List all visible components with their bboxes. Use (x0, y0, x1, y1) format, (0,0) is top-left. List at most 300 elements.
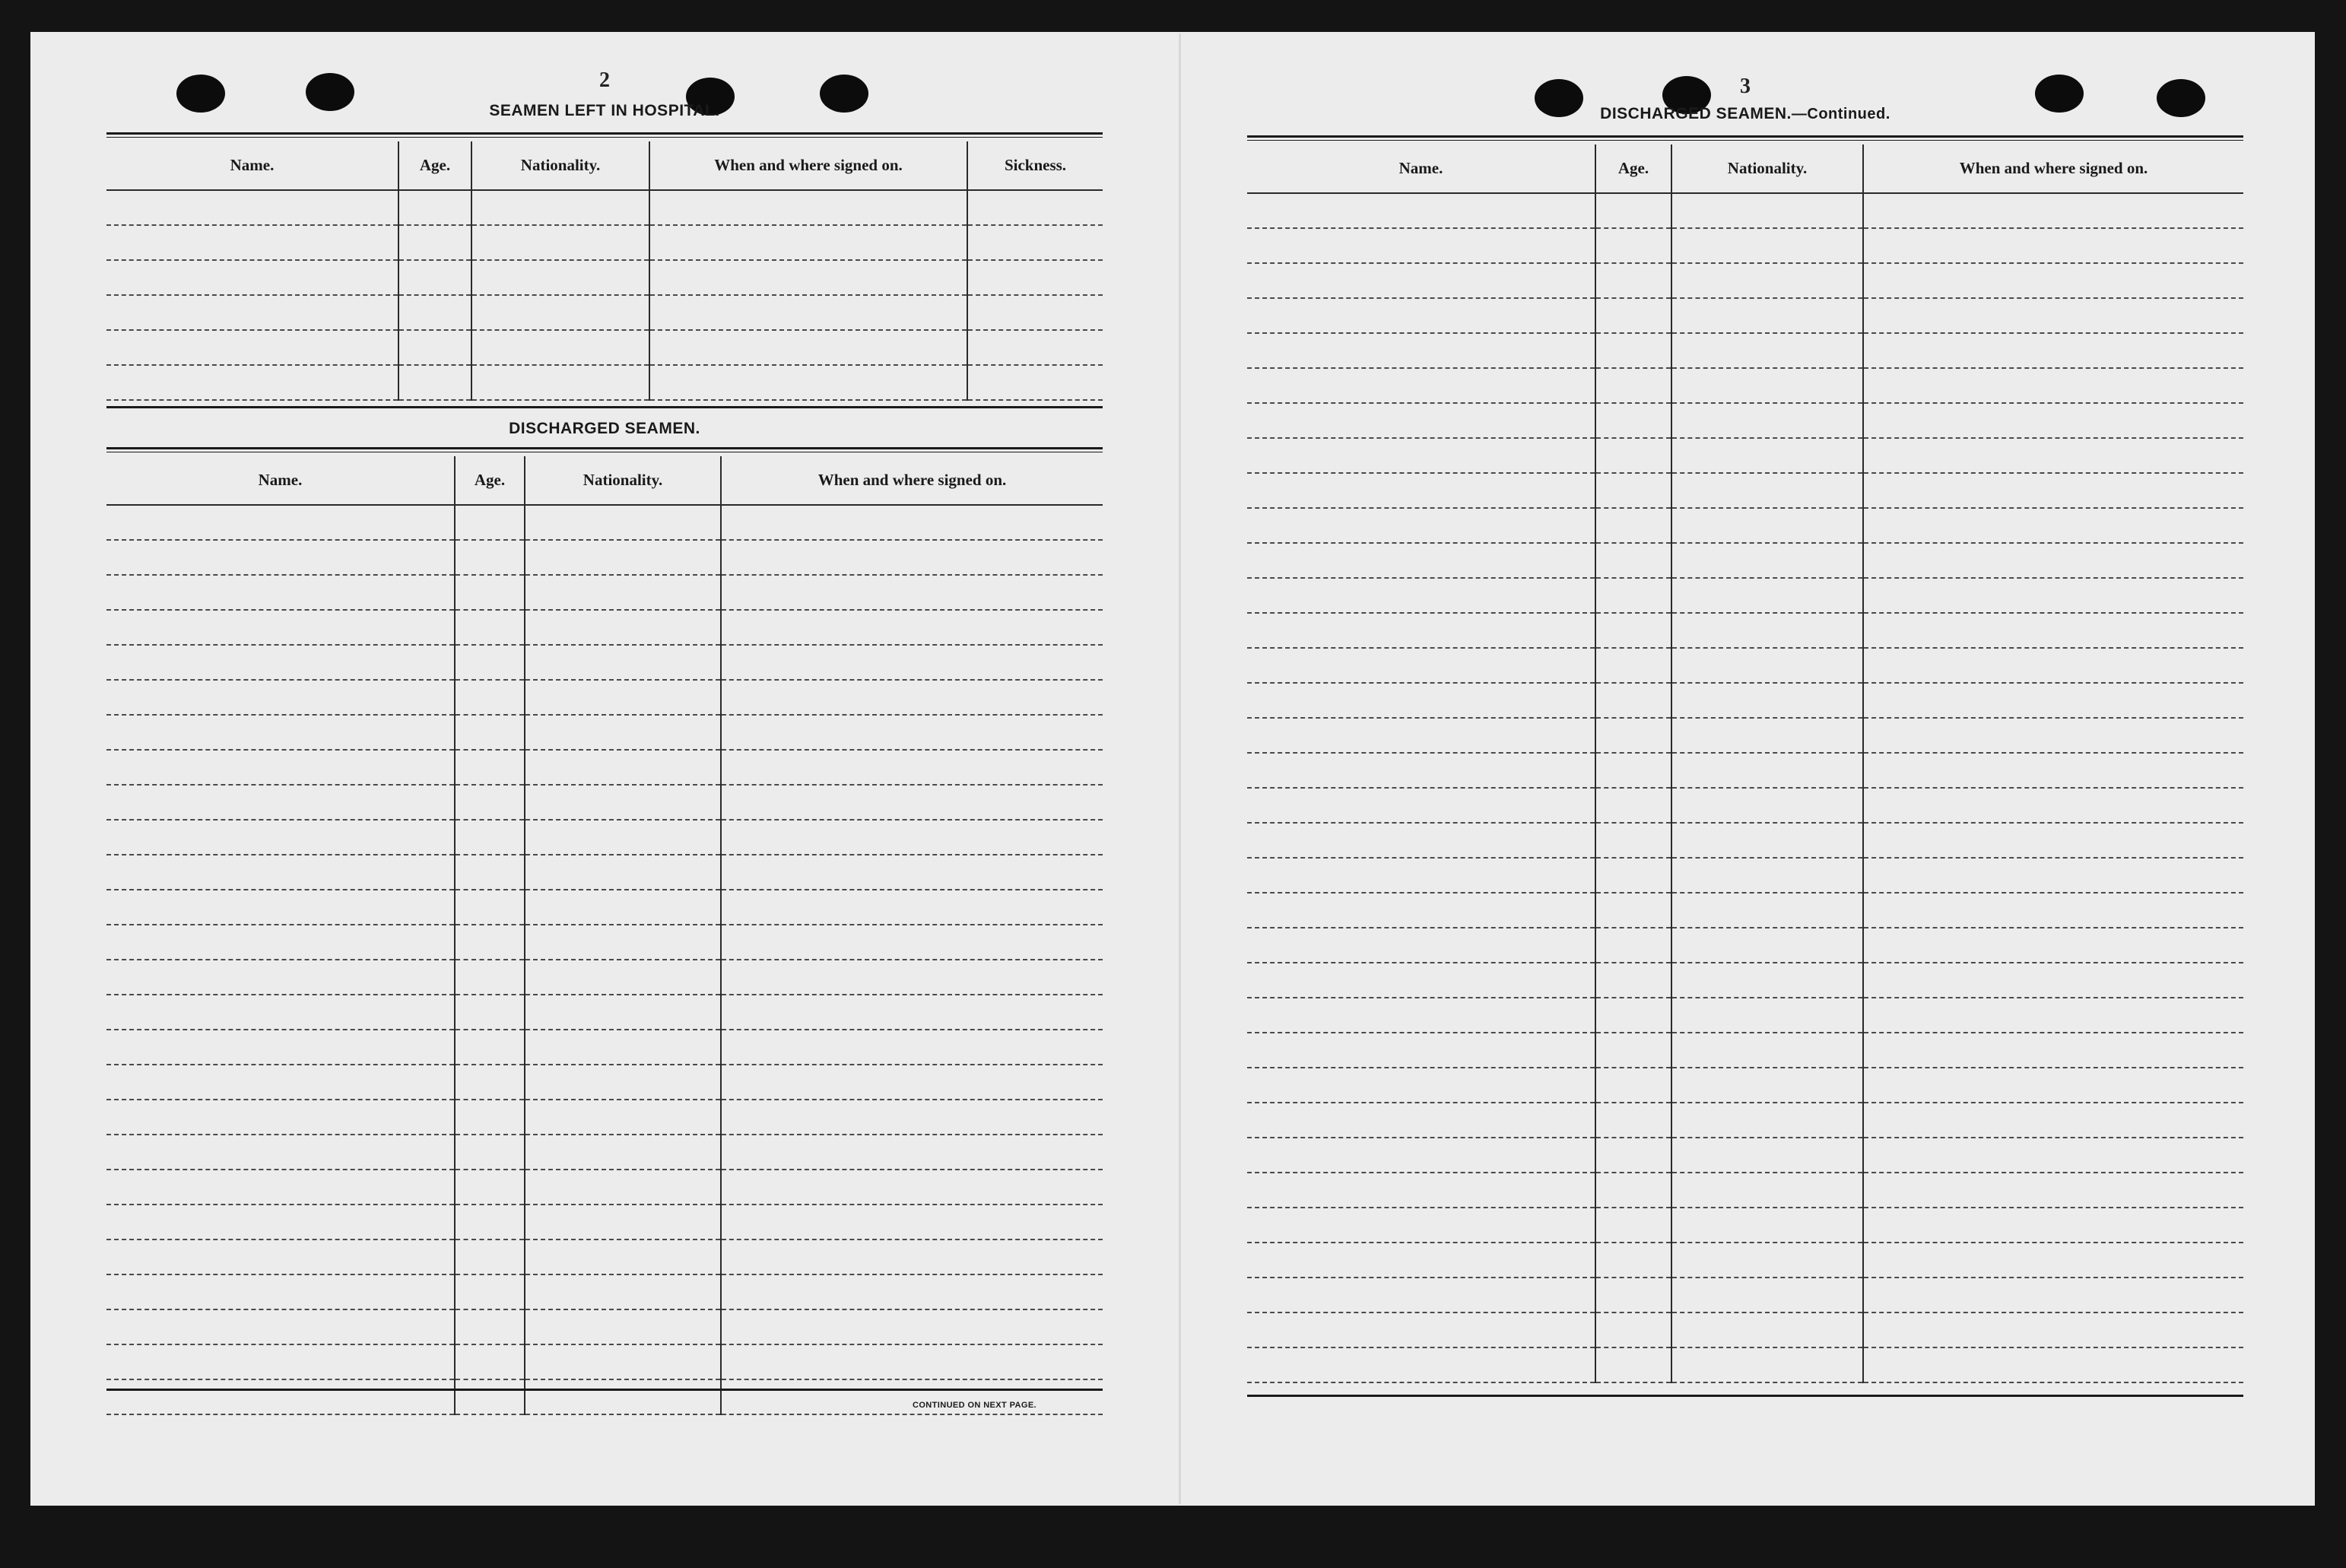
table-cell (1671, 438, 1863, 473)
table-cell (721, 1309, 1103, 1344)
table-cell (106, 295, 398, 330)
table-cell (1863, 683, 2243, 718)
table-cell (1863, 998, 2243, 1033)
table-cell (1595, 1173, 1671, 1208)
table-cell (525, 1379, 721, 1414)
table-cell (525, 680, 721, 715)
table-cell (1247, 1347, 1595, 1382)
table-cell (525, 610, 721, 645)
table-cell (1671, 1033, 1863, 1068)
section-rule (1247, 135, 2243, 141)
table-row (1247, 1243, 2243, 1278)
table-cell (1863, 1312, 2243, 1347)
table-row (106, 1239, 1103, 1274)
table-cell (649, 330, 967, 365)
table-cell (1247, 298, 1595, 333)
table-row (106, 295, 1103, 330)
table-cell (649, 190, 967, 225)
table-cell (721, 820, 1103, 855)
table-cell (1863, 473, 2243, 508)
table-cell (455, 610, 525, 645)
table-cell (1595, 753, 1671, 788)
table-cell (1247, 1138, 1595, 1173)
table-cell (649, 365, 967, 400)
table-cell (1863, 648, 2243, 683)
table-cell (1863, 508, 2243, 543)
table-cell (455, 1344, 525, 1379)
table-cell (1863, 963, 2243, 998)
table-cell (1671, 1103, 1863, 1138)
table-cell (1671, 298, 1863, 333)
table-cell (1863, 403, 2243, 438)
table-cell (455, 715, 525, 750)
table-row (1247, 928, 2243, 963)
discharged-table (106, 456, 1103, 1415)
table-cell (1247, 613, 1595, 648)
table-cell (1863, 823, 2243, 858)
table-cell (1863, 1278, 2243, 1312)
table-cell (1247, 1312, 1595, 1347)
table-cell (1671, 1068, 1863, 1103)
table-cell (1247, 1208, 1595, 1243)
table-row (1247, 1138, 2243, 1173)
table-cell (455, 1065, 525, 1100)
table-cell (1595, 333, 1671, 368)
table-cell (1595, 368, 1671, 403)
table-cell (1247, 403, 1595, 438)
column-header-age: Age. (1595, 144, 1671, 193)
table-cell (525, 995, 721, 1030)
table-row (1247, 823, 2243, 858)
column-header-name: Name. (106, 456, 455, 505)
table-row (1247, 683, 2243, 718)
table-cell (1671, 613, 1863, 648)
table-cell (525, 1065, 721, 1100)
table-cell (1863, 1138, 2243, 1173)
table-cell (1595, 578, 1671, 613)
table-cell (1595, 718, 1671, 753)
table-cell (1863, 1173, 2243, 1208)
discharged-continued-title (1247, 105, 2243, 123)
table-cell (525, 1205, 721, 1239)
table-cell (525, 1239, 721, 1274)
left-page (106, 0, 1103, 1568)
table-row (106, 715, 1103, 750)
table-cell (455, 680, 525, 715)
table-cell (721, 610, 1103, 645)
table-cell (1671, 333, 1863, 368)
table-row (1247, 1173, 2243, 1208)
table-row (1247, 753, 2243, 788)
table-cell (1595, 1312, 1671, 1347)
table-row (106, 1135, 1103, 1170)
table-cell (525, 715, 721, 750)
table-row (106, 505, 1103, 540)
table-cell (1863, 263, 2243, 298)
table-cell (1595, 1068, 1671, 1103)
page-fold (1179, 33, 1181, 1504)
table-row (1247, 578, 2243, 613)
table-cell (455, 1100, 525, 1135)
table-cell (1671, 508, 1863, 543)
section-title-suffix: —Continued. (1791, 106, 1890, 122)
table-header-row (106, 456, 1103, 505)
table-cell (1595, 648, 1671, 683)
table-cell (1247, 928, 1595, 963)
table-cell (721, 960, 1103, 995)
table-row (106, 1065, 1103, 1100)
table-cell (106, 1239, 455, 1274)
table-cell (1595, 1278, 1671, 1312)
table-cell (455, 1205, 525, 1239)
table-cell (106, 1065, 455, 1100)
table-cell (525, 645, 721, 680)
table-cell (1247, 578, 1595, 613)
table-row (106, 260, 1103, 295)
table-cell (106, 540, 455, 575)
table-cell (525, 890, 721, 925)
table-cell (1863, 333, 2243, 368)
table-row (106, 610, 1103, 645)
column-header-signed-on: When and where signed on. (1863, 144, 2243, 193)
table-cell (1595, 228, 1671, 263)
page-number: 2 (599, 68, 610, 92)
table-cell (1671, 578, 1863, 613)
table-row (1247, 788, 2243, 823)
table-row (106, 855, 1103, 890)
section-title-text: DISCHARGED SEAMEN. (1600, 105, 1792, 122)
table-cell (455, 995, 525, 1030)
table-cell (106, 505, 455, 540)
table-cell (1247, 1033, 1595, 1068)
table-header-row (1247, 144, 2243, 193)
table-row (1247, 508, 2243, 543)
table-row (1247, 298, 2243, 333)
table-row (106, 190, 1103, 225)
column-header-age: Age. (455, 456, 525, 505)
table-cell (1595, 683, 1671, 718)
table-row (1247, 858, 2243, 893)
table-cell (721, 750, 1103, 785)
table-cell (455, 575, 525, 610)
table-cell (525, 1274, 721, 1309)
table-cell (1247, 1103, 1595, 1138)
column-header-signed-on: When and where signed on. (649, 141, 967, 190)
table-cell (1671, 1138, 1863, 1173)
table-cell (471, 225, 649, 260)
table-cell (455, 1135, 525, 1170)
table-cell (1863, 1103, 2243, 1138)
table-cell (398, 225, 471, 260)
table-cell (1671, 1347, 1863, 1382)
column-header-nationality: Nationality. (471, 141, 649, 190)
table-cell (1247, 193, 1595, 228)
table-cell (106, 610, 455, 645)
table-cell (721, 505, 1103, 540)
table-row (106, 540, 1103, 575)
table-cell (967, 260, 1103, 295)
table-cell (967, 225, 1103, 260)
table-cell (1595, 508, 1671, 543)
table-cell (1247, 718, 1595, 753)
table-cell (1671, 683, 1863, 718)
table-cell (649, 260, 967, 295)
table-cell (106, 1309, 455, 1344)
table-row (1247, 403, 2243, 438)
table-cell (398, 365, 471, 400)
table-row (1247, 1208, 2243, 1243)
table-row (106, 680, 1103, 715)
table-cell (721, 1100, 1103, 1135)
table-cell (1247, 333, 1595, 368)
table-cell (1863, 228, 2243, 263)
table-cell (1595, 858, 1671, 893)
table-cell (1595, 298, 1671, 333)
table-row (1247, 1312, 2243, 1347)
table-cell (1595, 613, 1671, 648)
discharged-section-title: DISCHARGED SEAMEN. (509, 420, 700, 437)
table-row (106, 785, 1103, 820)
table-cell (455, 785, 525, 820)
table-cell (525, 960, 721, 995)
table-row (1247, 998, 2243, 1033)
table-cell (398, 295, 471, 330)
right-page (1247, 0, 2243, 1568)
table-cell (106, 925, 455, 960)
table-row (106, 330, 1103, 365)
table-cell (967, 330, 1103, 365)
table-row (106, 1030, 1103, 1065)
section-rule (106, 1389, 1103, 1391)
table-row (106, 890, 1103, 925)
table-cell (106, 890, 455, 925)
table-cell (1247, 473, 1595, 508)
table-cell (1863, 858, 2243, 893)
table-cell (1671, 1208, 1863, 1243)
table-cell (1671, 1173, 1863, 1208)
table-cell (1247, 263, 1595, 298)
table-cell (1671, 543, 1863, 578)
table-row (1247, 648, 2243, 683)
table-cell (525, 505, 721, 540)
table-cell (1863, 1033, 2243, 1068)
page-number: 3 (1740, 75, 1751, 98)
table-cell (1671, 368, 1863, 403)
table-cell (721, 1170, 1103, 1205)
column-header-name: Name. (106, 141, 398, 190)
table-cell (106, 785, 455, 820)
table-cell (106, 1379, 455, 1414)
table-cell (106, 260, 398, 295)
table-row (1247, 1278, 2243, 1312)
table-cell (1671, 193, 1863, 228)
table-cell (1595, 403, 1671, 438)
table-cell (721, 540, 1103, 575)
table-cell (1247, 228, 1595, 263)
column-header-age: Age. (398, 141, 471, 190)
table-cell (1671, 823, 1863, 858)
table-cell (1863, 1347, 2243, 1382)
table-cell (1595, 1347, 1671, 1382)
table-row (106, 1274, 1103, 1309)
table-cell (1595, 543, 1671, 578)
table-row (1247, 193, 2243, 228)
table-row (106, 750, 1103, 785)
table-cell (106, 330, 398, 365)
table-cell (1671, 403, 1863, 438)
table-cell (1595, 263, 1671, 298)
table-row (1247, 1347, 2243, 1382)
section-rule (1247, 1395, 2243, 1397)
table-cell (1863, 543, 2243, 578)
table-cell (471, 260, 649, 295)
table-cell (721, 715, 1103, 750)
table-cell (106, 1170, 455, 1205)
table-cell (1863, 928, 2243, 963)
table-cell (1671, 963, 1863, 998)
table-cell (398, 260, 471, 295)
table-cell (1863, 788, 2243, 823)
table-cell (455, 750, 525, 785)
column-header-sickness: Sickness. (967, 141, 1103, 190)
table-row (1247, 1068, 2243, 1103)
table-row (106, 365, 1103, 400)
table-cell (721, 995, 1103, 1030)
table-cell (525, 1030, 721, 1065)
table-cell (471, 295, 649, 330)
table-cell (455, 820, 525, 855)
table-cell (525, 575, 721, 610)
table-cell (1247, 508, 1595, 543)
table-cell (1247, 543, 1595, 578)
table-cell (721, 1135, 1103, 1170)
hospital-section-title: SEAMEN LEFT IN HOSPITAL. (489, 102, 720, 119)
table-cell (1247, 788, 1595, 823)
table-cell (1247, 963, 1595, 998)
table-cell (1863, 613, 2243, 648)
table-cell (455, 1239, 525, 1274)
section-rule (106, 406, 1103, 408)
table-cell (525, 540, 721, 575)
table-cell (1671, 718, 1863, 753)
table-cell (721, 855, 1103, 890)
table-cell (1863, 193, 2243, 228)
table-row (106, 1344, 1103, 1379)
table-cell (455, 1274, 525, 1309)
table-row (106, 925, 1103, 960)
table-cell (1671, 753, 1863, 788)
table-cell (721, 645, 1103, 680)
table-cell (1863, 368, 2243, 403)
table-row (1247, 1103, 2243, 1138)
table-cell (106, 1274, 455, 1309)
table-cell (649, 295, 967, 330)
table-cell (1247, 1173, 1595, 1208)
table-cell (721, 1030, 1103, 1065)
table-row (1247, 963, 2243, 998)
table-cell (721, 1274, 1103, 1309)
table-cell (1671, 1312, 1863, 1347)
table-cell (525, 1135, 721, 1170)
table-cell (106, 225, 398, 260)
table-cell (721, 785, 1103, 820)
table-cell (455, 505, 525, 540)
table-cell (1595, 1208, 1671, 1243)
table-cell (1863, 578, 2243, 613)
table-cell (455, 645, 525, 680)
table-cell (1671, 228, 1863, 263)
table-cell (1247, 683, 1595, 718)
table-cell (1247, 823, 1595, 858)
table-cell (1247, 998, 1595, 1033)
table-cell (106, 645, 455, 680)
table-cell (1671, 893, 1863, 928)
table-cell (106, 855, 455, 890)
table-cell (525, 1100, 721, 1135)
table-cell (398, 190, 471, 225)
table-cell (525, 785, 721, 820)
table-cell (1595, 1138, 1671, 1173)
table-cell (455, 890, 525, 925)
table-row (1247, 613, 2243, 648)
table-cell (471, 365, 649, 400)
table-cell (1671, 1278, 1863, 1312)
table-cell (106, 365, 398, 400)
table-cell (1671, 263, 1863, 298)
table-row (1247, 473, 2243, 508)
table-row (106, 225, 1103, 260)
table-cell (525, 820, 721, 855)
table-row (106, 1309, 1103, 1344)
table-cell (106, 190, 398, 225)
table-cell (1863, 753, 2243, 788)
table-cell (1247, 893, 1595, 928)
table-cell (721, 890, 1103, 925)
table-cell (106, 1135, 455, 1170)
table-cell (1671, 998, 1863, 1033)
table-cell (1671, 788, 1863, 823)
table-cell (721, 575, 1103, 610)
column-header-nationality: Nationality. (1671, 144, 1863, 193)
table-header-row (106, 141, 1103, 190)
table-row (1247, 333, 2243, 368)
table-cell (1863, 718, 2243, 753)
table-cell (1863, 1243, 2243, 1278)
table-cell (106, 715, 455, 750)
table-cell (525, 1170, 721, 1205)
table-cell (1671, 858, 1863, 893)
table-row (106, 645, 1103, 680)
table-cell (1863, 1068, 2243, 1103)
table-cell (649, 225, 967, 260)
table-cell (1863, 893, 2243, 928)
table-row (1247, 1033, 2243, 1068)
table-cell (106, 1100, 455, 1135)
table-cell (455, 855, 525, 890)
table-cell (1595, 788, 1671, 823)
table-cell (1595, 193, 1671, 228)
table-cell (1247, 368, 1595, 403)
continued-note: CONTINUED ON NEXT PAGE. (913, 1401, 1037, 1410)
table-cell (1595, 963, 1671, 998)
table-row (106, 995, 1103, 1030)
table-cell (967, 365, 1103, 400)
table-cell (1671, 1243, 1863, 1278)
table-row (1247, 893, 2243, 928)
column-header-nationality: Nationality. (525, 456, 721, 505)
table-cell (721, 1205, 1103, 1239)
table-cell (721, 1379, 1103, 1414)
